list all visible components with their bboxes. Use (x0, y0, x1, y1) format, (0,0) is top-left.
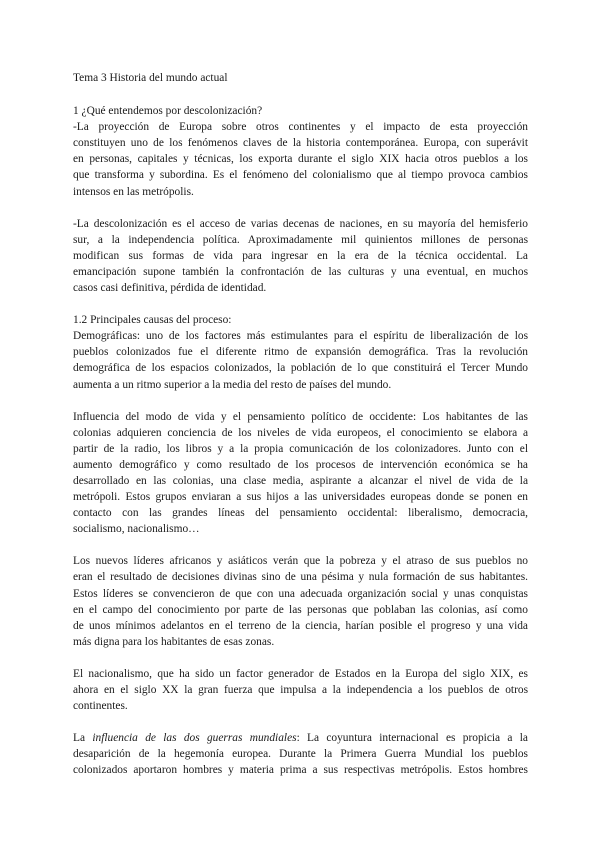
paragraph-line: colonias adquieren conciencia de los niveles de vida europeos, el conocimiento se elabora a (73, 426, 528, 439)
descolonizacion-paragraph (73, 216, 528, 296)
paragraph-line: -La descolonización es el acceso de varias decenas de naciones, en su mayoría del hemisferio (73, 217, 528, 230)
paragraph-line: en el campo del conocimiento por parte de las personas que poblaban las colonias, así como (73, 603, 528, 616)
section-1-2 (73, 312, 528, 392)
paragraph-line: Influencia del modo de vida y el pensamiento político de occidente: Los habitantes de las (73, 410, 528, 423)
paragraph-line: metrópoli. Estos grupos enviaran a sus hijos a las universidades europeas donde se ponen en (73, 491, 528, 504)
paragraph-line: Los nuevos líderes africanos y asiáticos verán que la pobreza y el atraso de sus pueblos no (73, 555, 528, 568)
guerras-italic-term: influencia de las dos guerras mundiales (92, 732, 297, 745)
paragraph-line: que transforma y subordina. Es el fenómeno del colonialismo que al tiempo provoca cambios (73, 169, 528, 182)
paragraph-line: emancipación supone también la confrontación de las culturas y una eventual, en muchos (73, 265, 528, 278)
paragraph-line: aumenta a un ritmo superior a la media del resto de países del mundo. (73, 378, 392, 391)
section-1-2-heading: 1.2 Principales causas del proceso: (73, 314, 232, 327)
paragraph-line: casos casi definitiva, pérdida de identidad. (73, 282, 267, 295)
lideres-paragraph (73, 553, 528, 650)
paragraph-line: continentes. (73, 700, 128, 713)
paragraph-line: El nacionalismo, que ha sido un factor generador de Estados en la Europa del siglo XIX, es (73, 667, 528, 680)
paragraph-line: de unos mínimos adelantos en el terreno de la ciencia, harían posible el progreso y una vida (73, 619, 528, 632)
section-1-heading: 1 ¿Qué entendemos por descolonización? (73, 105, 263, 118)
paragraph-line: constituyen uno de los fenómenos claves de la historia contemporánea. Europa, con superávit (73, 137, 528, 150)
paragraph-line: sur, a la independencia política. Aproximadamente mil quinientos millones de personas (73, 233, 528, 246)
paragraph-line: pueblos colonizados fue el diferente ritmo de expansión demográfica. Tras la revolución (73, 346, 528, 359)
paragraph-line: -La proyección de Europa sobre otros continentes y el impacto de esta proyección (73, 121, 528, 134)
paragraph-line: partir de la radio, los libros y a la propia comunicación de los colonizadores. Junto con el (73, 442, 528, 455)
paragraph-line: aumento demográfico y como resultado de los procesos de intervención económica se ha (73, 458, 528, 471)
nacionalismo-paragraph (73, 666, 528, 714)
guerras-paragraph (73, 730, 528, 778)
guerras-prefix: La (73, 732, 93, 745)
paragraph-line: Estos líderes se convencieron de que con una adecuada organización social y unas conquistas (73, 587, 528, 600)
paragraph-line: colonizados aportaron hombres y materia prima a sus respectivas metrópolis. Estos hombres (73, 764, 528, 777)
paragraph-line: socialismo, nacionalismo… (73, 523, 200, 536)
paragraph-line: contacto con las grandes líneas del pensamiento occidental: liberalismo, democracia, (73, 507, 528, 520)
paragraph-line: más digna para los habitantes de esas zonas. (73, 635, 275, 648)
paragraph-line: Demográficas: uno de los factores más estimulantes para el espíritu de liberalización de los (73, 330, 528, 343)
paragraph-line: modifican sus formas de vida para ingresar en la era de la técnica occidental. La (73, 249, 528, 262)
influencia-paragraph (73, 409, 528, 538)
document-title: Tema 3 Historia del mundo actual (73, 72, 228, 84)
paragraph-line: desarrollado en las colonias, una clase media, aspirante a alcanzar el nivel de vida de la (73, 474, 528, 487)
section-1 (73, 103, 528, 200)
guerras-rest: : La coyuntura internacional es propicia a la (296, 732, 528, 745)
paragraph-line (73, 730, 528, 746)
paragraph-line: intensos en las metrópolis. (73, 185, 194, 198)
paragraph-line: en personas, capitales y técnicas, los exporta durante el siglo XIX hacia otros pueblos a los (73, 153, 528, 166)
paragraph-line: desaparición de la hegemonía europea. Durante la Primera Guerra Mundial los pueblos (73, 748, 528, 761)
paragraph-line: demográfica de los espacios colonizados, la población de lo que constituirá el Tercer Mundo (73, 362, 528, 375)
paragraph-line: ahora en el siglo XX la gran fuerza que impulsa a la independencia a los pueblos de otros (73, 684, 528, 696)
paragraph-line: eran el resultado de decisiones divinas sino de una pésima y nula formación de sus habitantes. (73, 571, 528, 584)
